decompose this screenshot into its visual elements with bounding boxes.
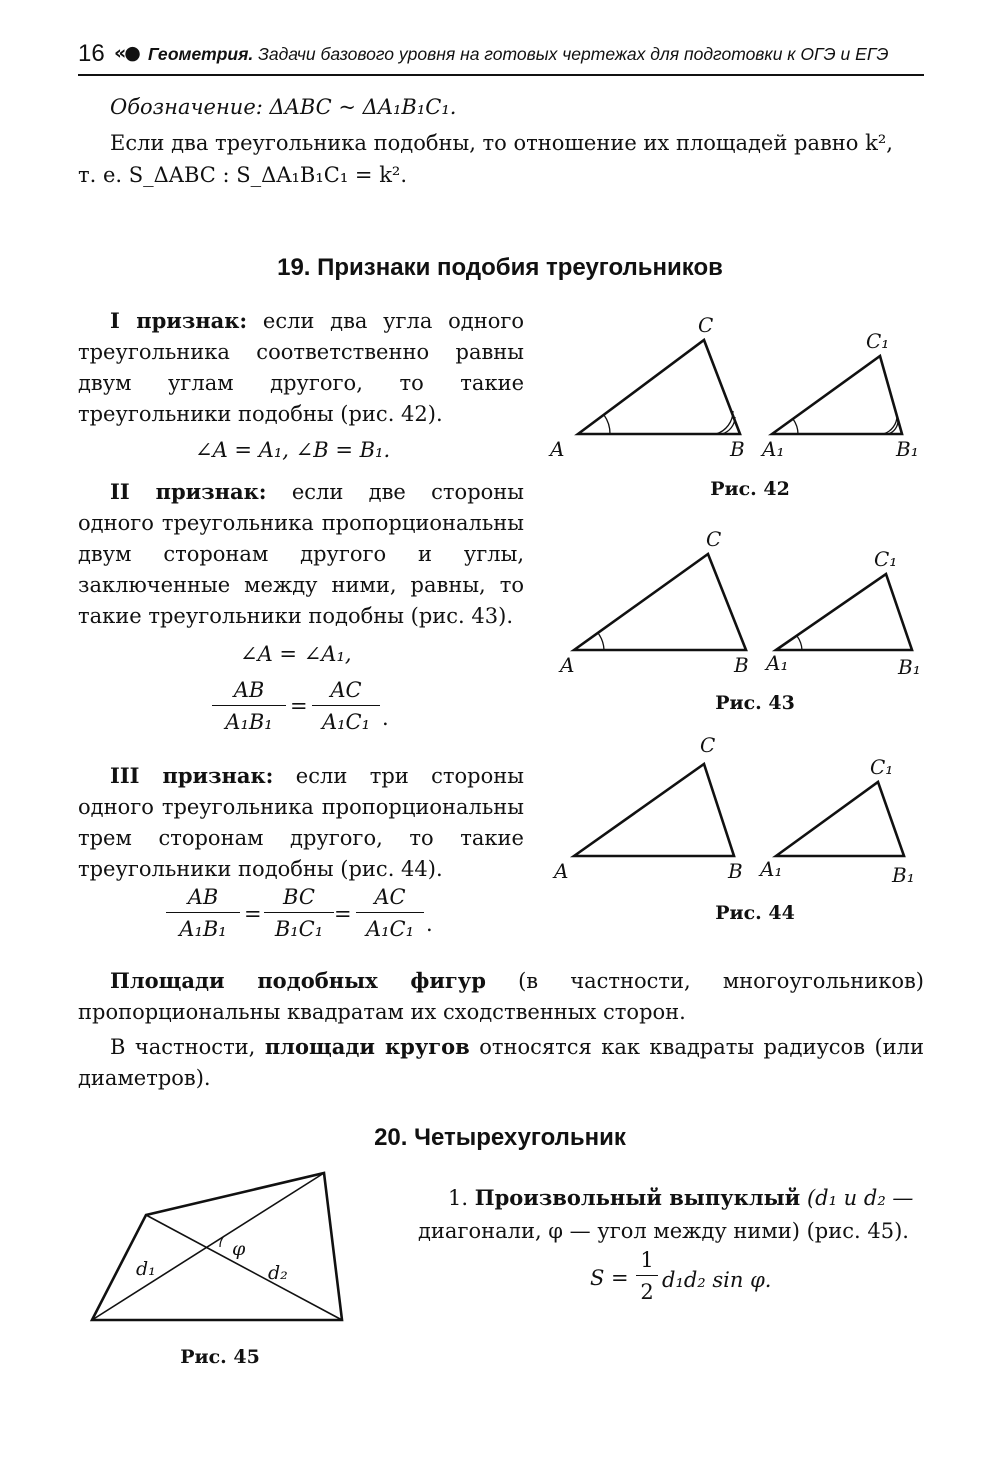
equals-sign: = — [334, 902, 352, 926]
criterion-2-text: если две стороны одного треугольника пропорциональны двум сторонам другого и углы, заключенные между ними, равны, то такие треугольники подобны (рис. 43). — [78, 480, 524, 628]
vertex-a: A — [560, 653, 575, 677]
figure-45 — [80, 1165, 360, 1335]
period: . — [426, 912, 433, 936]
label-d1: d₁ — [136, 1258, 156, 1280]
circles-paragraph — [78, 1031, 924, 1094]
running-header — [78, 38, 924, 76]
fraction-denominator: A₁B₁ — [225, 710, 273, 734]
fraction-denominator: A₁C₁ — [365, 917, 415, 941]
criterion-2 — [78, 476, 524, 632]
vertex-c: C — [698, 313, 714, 337]
criterion-2-angle-formula: ∠A = ∠A₁, — [240, 642, 352, 666]
page-number: 16 — [78, 40, 105, 67]
quadrilateral — [92, 1173, 342, 1320]
vertex-a: A — [550, 437, 565, 461]
vertex-c: C — [706, 527, 722, 551]
area-formula-rhs: d₁d₂ sin φ. — [662, 1268, 772, 1292]
criterion-2-label: II признак: — [110, 479, 267, 504]
fraction-denominator: A₁B₁ — [179, 917, 227, 941]
areas-paragraph — [78, 965, 924, 1028]
header-mark-icon: «● — [114, 42, 139, 64]
section-20-title: 20. Четырехугольник — [374, 1124, 626, 1151]
vertex-b1: B₁ — [896, 437, 919, 461]
item-1-number: 1. — [448, 1186, 469, 1210]
triangle-a1b1c1 — [776, 574, 912, 650]
equals-sign: = — [290, 694, 308, 718]
criterion-3-label: III признак: — [110, 763, 274, 788]
vertex-a1: A₁ — [766, 651, 789, 675]
area-formula-lhs: S = — [590, 1266, 629, 1290]
triangle-abc — [578, 340, 740, 434]
diagonal-d1 — [92, 1173, 324, 1320]
area-ratio-line2: т. е. S_ΔABC : S_ΔA₁B₁C₁ = k². — [78, 163, 408, 187]
fraction-numerator: BC — [264, 885, 334, 913]
fraction-numerator: AB — [166, 885, 240, 913]
area-formula-fraction — [636, 1248, 658, 1304]
angle-a1-arc — [797, 636, 802, 650]
angle-a-arc — [604, 415, 610, 434]
period: . — [382, 706, 389, 730]
criterion-1-label: I признак: — [110, 308, 248, 333]
vertex-a1: A₁ — [762, 437, 785, 461]
item-1-bold: Произвольный выпуклый — [474, 1185, 801, 1210]
figure-44 — [540, 730, 940, 900]
criterion-1 — [78, 305, 524, 430]
triangle-a1b1c1 — [776, 782, 904, 856]
criterion-3 — [78, 760, 524, 885]
figure-43 — [540, 524, 940, 694]
fraction-numerator: 1 — [636, 1248, 658, 1276]
equals-sign: = — [244, 902, 262, 926]
vertex-a: A — [554, 859, 569, 883]
area-ratio-line1: Если два треугольника подобны, то отношение их площадей равно k², — [110, 131, 893, 155]
item-1-text1: (d₁ и d₂ — — [806, 1186, 914, 1210]
notation-formula: : ΔABC ~ ΔA₁B₁C₁. — [255, 95, 457, 119]
criterion-1-text: если два угла одного треугольника соответственно равны двум углам другого, то такие треугольники подобны (рис. 42). — [78, 309, 525, 426]
section-19-title: 19. Признаки подобия треугольников — [277, 254, 723, 281]
book-title-rest: Задачи базового уровня на готовых чертежах для подготовки к ОГЭ и ЕГЭ — [253, 44, 889, 64]
figure-45-caption: Рис. 45 — [180, 1346, 260, 1368]
criterion-3-fraction-ab — [166, 885, 240, 941]
item-1-line2: диагонали, φ — угол между ними) (рис. 45). — [418, 1219, 909, 1243]
circles-lead: В частности, — [110, 1035, 265, 1059]
figure-44-caption: Рис. 44 — [715, 902, 795, 924]
fraction-numerator: AC — [356, 885, 424, 913]
vertex-c: C — [700, 733, 716, 757]
vertex-c1: C₁ — [866, 329, 890, 353]
angle-a1-arc — [793, 419, 798, 434]
vertex-b: B — [728, 859, 743, 883]
fraction-denominator: B₁C₁ — [274, 917, 324, 941]
item-1-line1 — [448, 1182, 913, 1214]
criterion-2-fraction-ab — [212, 678, 286, 734]
label-phi: φ — [232, 1238, 246, 1260]
vertex-b: B — [730, 437, 745, 461]
figure-42-caption: Рис. 42 — [710, 478, 790, 500]
vertex-b1: B₁ — [898, 655, 921, 679]
triangle-a1b1c1 — [772, 356, 902, 434]
notation-label: Обозначение — [110, 95, 256, 119]
circles-text: относятся как квадраты радиусов (или диаметров). — [78, 1035, 925, 1090]
vertex-a1: A₁ — [760, 857, 783, 881]
notation-line — [110, 92, 456, 123]
fraction-numerator: AB — [212, 678, 286, 706]
figure-43-caption: Рис. 43 — [715, 692, 795, 714]
criterion-3-text: если три стороны одного треугольника пропорциональны трем сторонам другого, то такие треугольники подобны (рис. 44). — [78, 764, 524, 881]
areas-bold: Площади подобных фигур — [110, 968, 486, 993]
book-title-bold: Геометрия. — [148, 44, 254, 64]
book-title — [148, 44, 888, 65]
criterion-3-fraction-bc — [264, 885, 334, 941]
criterion-3-fraction-ac — [356, 885, 424, 941]
areas-text: (в частности, многоугольников) пропорциональны квадратам их сходственных сторон. — [78, 969, 925, 1024]
criterion-2-fraction-ac — [312, 678, 380, 734]
criterion-1-formula: ∠A = A₁, ∠B = B₁. — [195, 438, 391, 462]
vertex-b: B — [734, 653, 749, 677]
vertex-b1: B₁ — [892, 863, 915, 887]
angle-a-arc — [598, 633, 604, 650]
label-d2: d₂ — [268, 1262, 288, 1284]
angle-b1-arc-2 — [883, 415, 897, 434]
angle-b-arc-2 — [716, 411, 733, 434]
triangle-abc — [574, 764, 734, 856]
vertex-c1: C₁ — [874, 547, 898, 571]
vertex-c1: C₁ — [870, 755, 894, 779]
figure-42 — [540, 310, 940, 480]
fraction-denominator: 2 — [640, 1280, 654, 1304]
circles-bold: площади кругов — [264, 1034, 470, 1059]
fraction-denominator: A₁C₁ — [321, 710, 371, 734]
fraction-numerator: AC — [312, 678, 380, 706]
